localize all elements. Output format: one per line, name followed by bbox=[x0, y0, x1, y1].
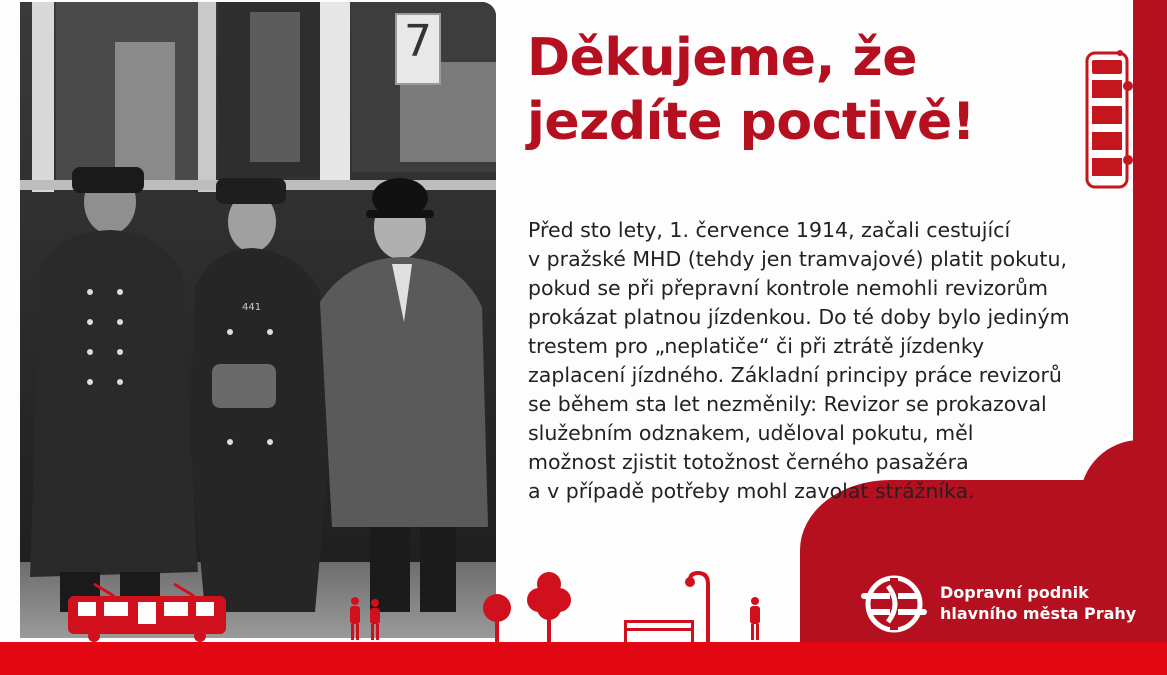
dpp-brand bbox=[858, 574, 1138, 634]
pedestrian-icon bbox=[346, 596, 386, 642]
brand-name-line-2: hlavního města Prahy bbox=[940, 604, 1137, 623]
body-line: se během sta let nezměnily: Revizor se prokazoval bbox=[528, 392, 1047, 416]
tram-route-number: 7 bbox=[404, 16, 432, 67]
body-line: služebním odznakem, uděloval pokutu, měl bbox=[528, 421, 974, 445]
headline-line-1: Děkujeme, že bbox=[527, 28, 917, 88]
historic-photo bbox=[20, 2, 496, 638]
body-line: v pražské MHD (tehdy jen tramvajové) platit pokutu, bbox=[528, 247, 1067, 271]
street-lamp-icon bbox=[682, 570, 716, 642]
body-line: pokud se při přepravní kontrole nemohli revizorům bbox=[528, 276, 1048, 300]
body-line: možnost zjistit totožnost černého pasažéra bbox=[528, 450, 969, 474]
tree-icon bbox=[480, 592, 514, 642]
headline bbox=[527, 26, 1067, 154]
body-line: a v případě potřeby mohl zavolat strážníka. bbox=[528, 479, 975, 503]
brand-name-line-1: Dopravní podnik bbox=[940, 583, 1089, 602]
body-line: trestem pro „neplatiče“ či při ztrátě jízdenky bbox=[528, 334, 985, 358]
body-line: Před sto lety, 1. července 1914, začali cestující bbox=[528, 218, 1011, 242]
brand-name bbox=[940, 582, 1136, 624]
badge-number: 441 bbox=[242, 302, 262, 313]
dpp-logo-icon bbox=[858, 574, 930, 634]
tram-icon bbox=[64, 578, 230, 642]
body-line: prokázat platnou jízdenkou. Do té doby bylo jediným bbox=[528, 305, 1070, 329]
headline-line-2: jezdíte poctivě! bbox=[527, 92, 975, 152]
body-line: zaplacení jízdného. Základní principy práce revizorů bbox=[528, 363, 1062, 387]
body-text bbox=[528, 216, 1118, 506]
red-bottom-strip bbox=[0, 642, 1167, 675]
bus-icon bbox=[1084, 50, 1134, 192]
pedestrian-icon bbox=[746, 596, 764, 642]
tree-icon bbox=[526, 570, 572, 642]
